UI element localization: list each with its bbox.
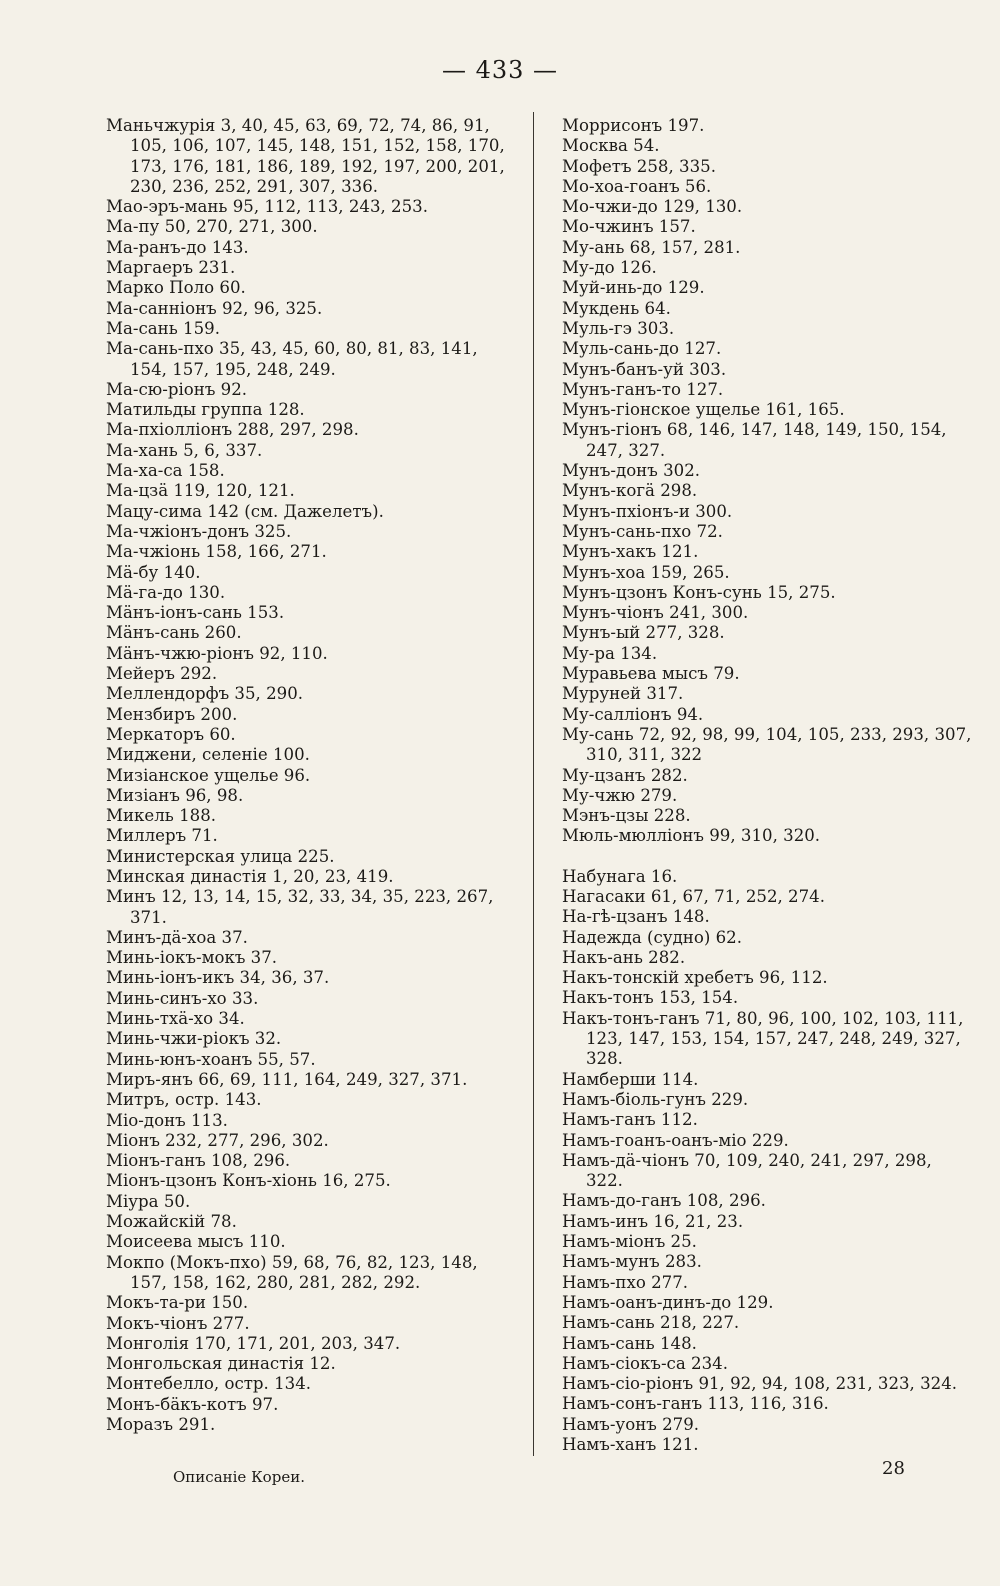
- index-entry: Ма-ранъ-до 143.: [106, 237, 249, 257]
- index-entry: Мунъ-гіонское ущелье 161, 165.: [562, 400, 845, 420]
- index-entry: Ма-пхіолліонъ 288, 297, 298.: [106, 420, 359, 440]
- index-entry: Мунъ-гіонъ 68, 146, 147, 148, 149, 150, 154, 247, 327.: [562, 420, 947, 460]
- index-entry: Намъ-дä-чіонъ 70, 109, 240, 241, 297, 298, 322.: [562, 1150, 932, 1191]
- index-entry: Минь-юнъ-хоанъ 55, 57.: [106, 1049, 316, 1069]
- index-entry: Міонъ-цзонъ Конъ-хіонь 16, 275.: [106, 1171, 391, 1191]
- index-entry: Муруней 317.: [562, 684, 684, 704]
- index-entry: Ма-чжіонь 158, 166, 271.: [106, 542, 327, 562]
- index-entry: Мензбиръ 200.: [106, 704, 238, 724]
- index-entry: Минская династія 1, 20, 23, 419.: [106, 866, 394, 886]
- index-entry: Міо-донъ 113.: [106, 1110, 228, 1130]
- index-entry: Муравьева мысъ 79.: [562, 664, 740, 684]
- index-entry: Намъ-сань 218, 227.: [562, 1313, 740, 1333]
- index-entry: Мäнъ-сань 260.: [106, 623, 242, 643]
- index-entry: Монголія 170, 171, 201, 203, 347.: [106, 1333, 401, 1353]
- index-entry: Надежда (судно) 62.: [562, 927, 742, 947]
- index-entry: Міонъ 232, 277, 296, 302.: [106, 1130, 329, 1150]
- index-entry: Мунъ-ый 277, 328.: [562, 623, 725, 643]
- index-entry: Мунъ-чіонъ 241, 300.: [562, 603, 749, 623]
- index-entry: Мунъ-донъ 302.: [562, 461, 701, 481]
- index-entry: Меллендорфъ 35, 290.: [106, 684, 304, 704]
- index-entry: Намъ-ханъ 121.: [562, 1435, 699, 1454]
- index-entry: Марко Поло 60.: [106, 278, 246, 298]
- page-number: — 433 —: [441, 56, 559, 84]
- index-entry: Намъ-сіо-ріонъ 91, 92, 94, 108, 231, 323, 324.: [562, 1374, 958, 1394]
- index-entry: Му-цзанъ 282.: [562, 765, 688, 785]
- index-entry: Намъ-до-ганъ 108, 296.: [562, 1191, 766, 1211]
- index-entry: Мофетъ 258, 335.: [562, 156, 716, 176]
- index-entry: Мейеръ 292.: [106, 664, 218, 684]
- index-entry: Му-салліонъ 94.: [562, 704, 704, 724]
- index-entry: Мунъ-пхіонъ-и 300.: [562, 501, 733, 521]
- index-entry: Намъ-пхо 277.: [562, 1272, 689, 1292]
- index-entry: Можайскій 78.: [106, 1212, 237, 1232]
- index-entry: Накъ-тонъ-ганъ 71, 80, 96, 100, 102, 103, 111, 123, 147, 153, 154, 157, 247, 248, 249, 327, 328.: [562, 1008, 964, 1069]
- index-entry: Министерская улица 225.: [106, 846, 335, 866]
- index-entry: Мокъ-та-ри 150.: [106, 1293, 249, 1313]
- index-entry: Миллеръ 71.: [106, 826, 218, 846]
- index-entry: Монъ-бäкъ-котъ 97.: [106, 1394, 279, 1414]
- index-entry: Му-ань 68, 157, 281.: [562, 237, 741, 257]
- index-entry: Минъ-дä-хоа 37.: [106, 927, 248, 947]
- index-entry: Намъ-сань 148.: [562, 1333, 697, 1353]
- index-entry: Моррисонъ 197.: [562, 116, 705, 135]
- index-entry: Муль-гэ 303.: [562, 318, 675, 338]
- index-entry: Миръ-янъ 66, 69, 111, 164, 249, 327, 371.: [106, 1069, 468, 1089]
- index-entry: Му-до 126.: [562, 258, 657, 278]
- index-column-left: [106, 116, 516, 1435]
- index-entry: Маргаеръ 231.: [106, 258, 236, 278]
- index-entry: Мизіанъ 96, 98.: [106, 785, 244, 805]
- index-entry: Маньчжурія 3, 40, 45, 63, 69, 72, 74, 86, 91, 105, 106, 107, 145, 148, 151, 152, 158, 170, 173, 176, 181, 186, 189, 192, 197, 200, 201, 230, 236, 252, 291, 307, 336.: [106, 116, 505, 196]
- index-entry: Намъ-инъ 16, 21, 23.: [562, 1211, 744, 1231]
- index-entry: Мокпо (Мокъ-пхо) 59, 68, 76, 82, 123, 148, 157, 158, 162, 280, 281, 282, 292.: [106, 1252, 478, 1292]
- index-entry: Мо-хоа-гоанъ 56.: [562, 176, 712, 196]
- index-entry: Мäнъ-іонъ-сань 153.: [106, 603, 285, 623]
- index-entry: Му-чжю 279.: [562, 785, 678, 805]
- index-entry: Ма-цзä 119, 120, 121.: [106, 481, 295, 501]
- index-entry: Ма-санніонъ 92, 96, 325.: [106, 298, 323, 318]
- index-entry: Міонъ-ганъ 108, 296.: [106, 1151, 291, 1171]
- index-entry: Намъ-оанъ-динъ-до 129.: [562, 1292, 774, 1312]
- index-entry: Мо-чжинъ 157.: [562, 217, 696, 237]
- index-column-right: [562, 116, 972, 1455]
- index-entry: Мизіанское ущелье 96.: [106, 765, 311, 785]
- index-entry: Ма-пу 50, 270, 271, 300.: [106, 217, 318, 237]
- index-entry: Мунъ-когä 298.: [562, 481, 698, 501]
- index-entry: Минь-іонъ-икъ 34, 36, 37.: [106, 968, 330, 988]
- index-entry: Мунъ-сань-пхо 72.: [562, 521, 723, 541]
- sheet-number: 28: [882, 1458, 905, 1479]
- index-entry: Мукдень 64.: [562, 298, 671, 318]
- index-entry: Москва 54.: [562, 136, 660, 156]
- index-entry: Микель 188.: [106, 806, 217, 826]
- index-entry: Намъ-мунъ 283.: [562, 1252, 702, 1272]
- index-section-n: [562, 867, 972, 1456]
- index-entry: Митръ, остр. 143.: [106, 1090, 262, 1110]
- index-entry: Минь-тхä-хо 34.: [106, 1009, 245, 1029]
- index-entry: Му-ра 134.: [562, 643, 658, 663]
- column-divider: [533, 112, 534, 1456]
- index-entry: Намъ-ганъ 112.: [562, 1110, 698, 1130]
- index-entry: Ма-хань 5, 6, 337.: [106, 440, 263, 460]
- index-entry: Мä-бу 140.: [106, 562, 201, 582]
- index-entry: Моразъ 291.: [106, 1415, 216, 1434]
- index-entry: Накъ-ань 282.: [562, 947, 686, 967]
- index-entry: Накъ-тонскій хребетъ 96, 112.: [562, 968, 828, 988]
- index-entry: Намберши 114.: [562, 1069, 699, 1089]
- index-entry: Нагасаки 61, 67, 71, 252, 274.: [562, 886, 826, 906]
- index-entry: Намъ-уонъ 279.: [562, 1414, 700, 1434]
- section-gap: [562, 847, 972, 867]
- index-entry: Ма-ха-са 158.: [106, 461, 225, 481]
- index-entry: Минъ 12, 13, 14, 15, 32, 33, 34, 35, 223, 267, 371.: [106, 887, 494, 927]
- footer-signature: Описаніе Кореи.: [173, 1468, 305, 1486]
- index-entry: Мунъ-банъ-уй 303.: [562, 359, 727, 379]
- index-entry: Минь-синъ-хо 33.: [106, 988, 259, 1008]
- index-entry: Му-сань 72, 92, 98, 99, 104, 105, 233, 293, 307, 310, 311, 322: [562, 724, 972, 765]
- index-entry: Мунъ-хакъ 121.: [562, 542, 699, 562]
- index-entry: Муль-сань-до 127.: [562, 339, 722, 359]
- index-entry: Мунъ-ганъ-то 127.: [562, 379, 724, 399]
- index-entry: Мäнъ-чжю-ріонъ 92, 110.: [106, 643, 328, 663]
- index-entry: Минь-чжи-ріокъ 32.: [106, 1029, 282, 1049]
- index-entry: Мо-чжи-до 129, 130.: [562, 197, 743, 217]
- index-entry: Ма-сань 159.: [106, 318, 220, 338]
- index-entry: Міура 50.: [106, 1191, 191, 1211]
- index-entry: Мэнъ-цзы 228.: [562, 806, 691, 826]
- index-entry: Намъ-гоанъ-оанъ-міо 229.: [562, 1130, 789, 1150]
- index-entry: Матильды группа 128.: [106, 400, 305, 420]
- index-entry: Меркаторъ 60.: [106, 724, 236, 744]
- index-entry: Монтебелло, остр. 134.: [106, 1374, 312, 1394]
- index-entry: Мацу-сима 142 (см. Дажелетъ).: [106, 501, 384, 521]
- index-entry: Муй-инь-до 129.: [562, 278, 705, 298]
- index-entry: Монгольская династія 12.: [106, 1354, 336, 1374]
- index-entry: Моисеева мысъ 110.: [106, 1232, 286, 1252]
- index-entry: Минь-іокъ-мокъ 37.: [106, 948, 278, 968]
- index-entry: Мао-эръ-мань 95, 112, 113, 243, 253.: [106, 197, 429, 217]
- index-entry: Мунъ-хоа 159, 265.: [562, 562, 730, 582]
- index-entry: Ма-сю-ріонъ 92.: [106, 379, 248, 399]
- index-entry: Накъ-тонъ 153, 154.: [562, 988, 739, 1008]
- index-entry: Ма-сань-пхо 35, 43, 45, 60, 80, 81, 83, 141, 154, 157, 195, 248, 249.: [106, 339, 478, 379]
- index-entry: Мюль-мюлліонъ 99, 310, 320.: [562, 826, 821, 846]
- index-entry: Намъ-біоль-гунъ 229.: [562, 1089, 749, 1109]
- index-entry: Мокъ-чіонъ 277.: [106, 1313, 250, 1333]
- index-entry: Набунага 16.: [562, 866, 678, 886]
- index-entry: Ма-чжіонъ-донъ 325.: [106, 521, 292, 541]
- index-entry: Намъ-сонъ-ганъ 113, 116, 316.: [562, 1394, 829, 1414]
- index-entry: Намъ-сіокъ-са 234.: [562, 1353, 728, 1373]
- index-entry: На-гѣ-цзанъ 148.: [562, 907, 710, 927]
- index-entry: Намъ-міонъ 25.: [562, 1232, 697, 1252]
- index-entry: Мунъ-цзонъ Конъ-сунь 15, 275.: [562, 582, 836, 602]
- index-section-m: [562, 116, 972, 847]
- index-entry: Мä-га-до 130.: [106, 582, 226, 602]
- index-entry: Миджени, селеніе 100.: [106, 745, 310, 765]
